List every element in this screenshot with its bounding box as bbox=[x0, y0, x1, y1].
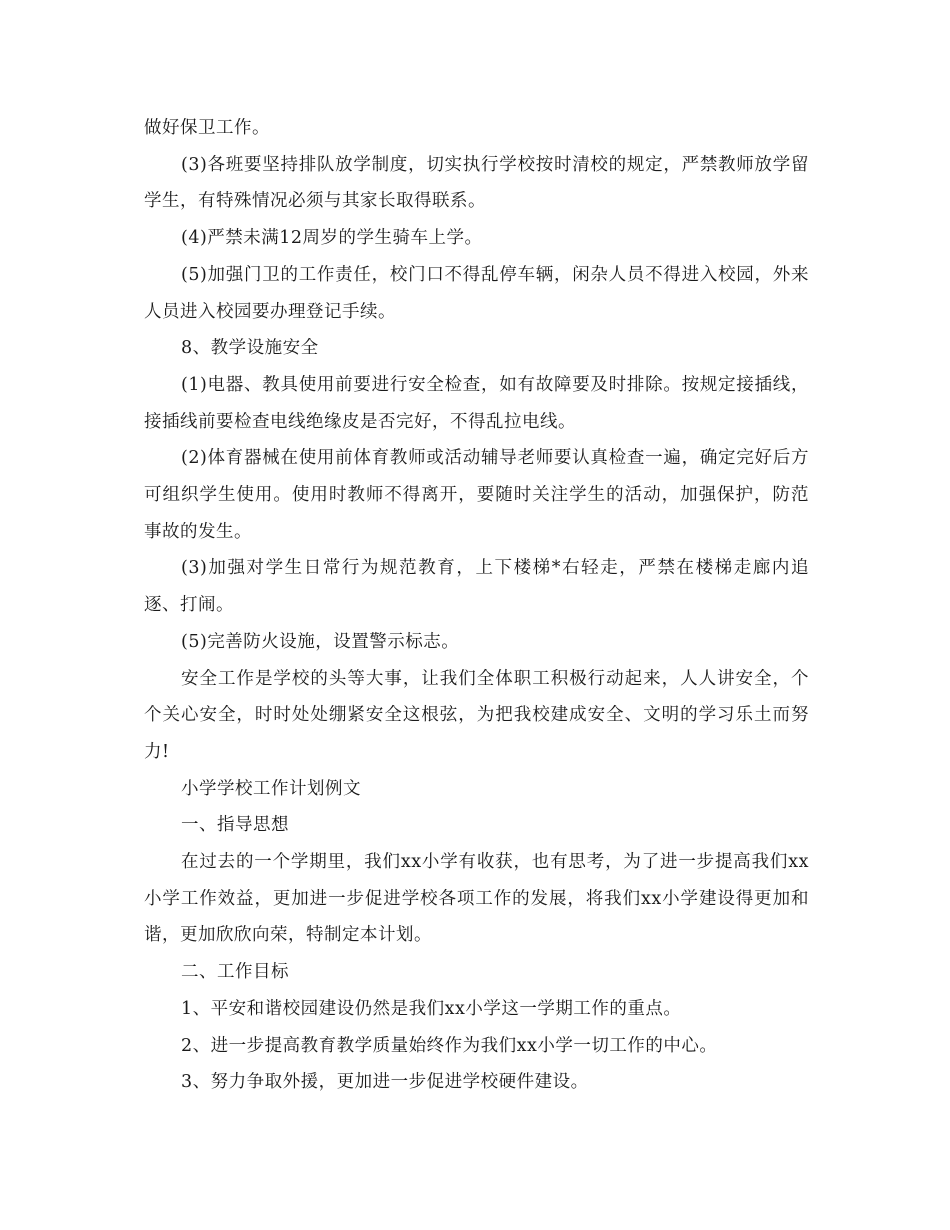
list-item: 2、进一步提高教育教学质量始终作为我们xx小学一切工作的中心。 bbox=[181, 1035, 718, 1056]
paragraph: (1)电器、教具使用前要进行安全检查，如有故障要及时排除。按规定接插线，接插线前要检查电线绝缘皮是否完好，不得乱拉电线。 bbox=[144, 374, 809, 432]
section-heading: 一、指导思想 bbox=[181, 815, 289, 836]
document-title: 小学学校工作计划例文 bbox=[181, 778, 361, 799]
section-heading: 二、工作目标 bbox=[181, 962, 289, 983]
paragraph: (3)各班要坚持排队放学制度，切实执行学校按时清校的规定，严禁教师放学留学生，有特殊情况必须与其家长取得联系。 bbox=[144, 154, 809, 212]
paragraph: (5)加强门卫的工作责任，校门口不得乱停车辆，闲杂人员不得进入校园，外来人员进入校园要办理登记手续。 bbox=[144, 264, 809, 322]
list-item: 1、平安和谐校园建设仍然是我们xx小学这一学期工作的重点。 bbox=[181, 998, 682, 1019]
paragraph: (3)加强对学生日常行为规范教育，上下楼梯*右轻走，严禁在楼梯走廊内追逐、打闹。 bbox=[144, 558, 809, 616]
paragraph: 做好保卫工作。 bbox=[144, 118, 270, 138]
paragraph: 安全工作是学校的头等大事，让我们全体职工积极行动起来，人人讲安全，个个关心安全，时时处处绷紧安全这根弦，为把我校建成安全、文明的学习乐土而努力! bbox=[144, 668, 809, 762]
paragraph: 在过去的一个学期里，我们xx小学有收获，也有思考，为了进一步提高我们xx小学工作效益，更加进一步促进学校各项工作的发展，将我们xx小学建设得更加和谐，更加欣欣向荣，特制定本计划。 bbox=[144, 852, 809, 946]
paragraph: (2)体育器械在使用前体育教师或活动辅导老师要认真检查一遍，确定完好后方可组织学生使用。使用时教师不得离开，要随时关注学生的活动，加强保护，防范事故的发生。 bbox=[144, 448, 809, 542]
list-item: 3、努力争取外援，更加进一步促进学校硬件建设。 bbox=[181, 1072, 589, 1093]
paragraph: (5)完善防火设施，设置警示标志。 bbox=[181, 631, 460, 652]
paragraph: (4)严禁未满12周岁的学生骑车上学。 bbox=[181, 228, 483, 249]
document-body bbox=[144, 110, 809, 1101]
section-heading: 8、教学设施安全 bbox=[181, 338, 319, 359]
